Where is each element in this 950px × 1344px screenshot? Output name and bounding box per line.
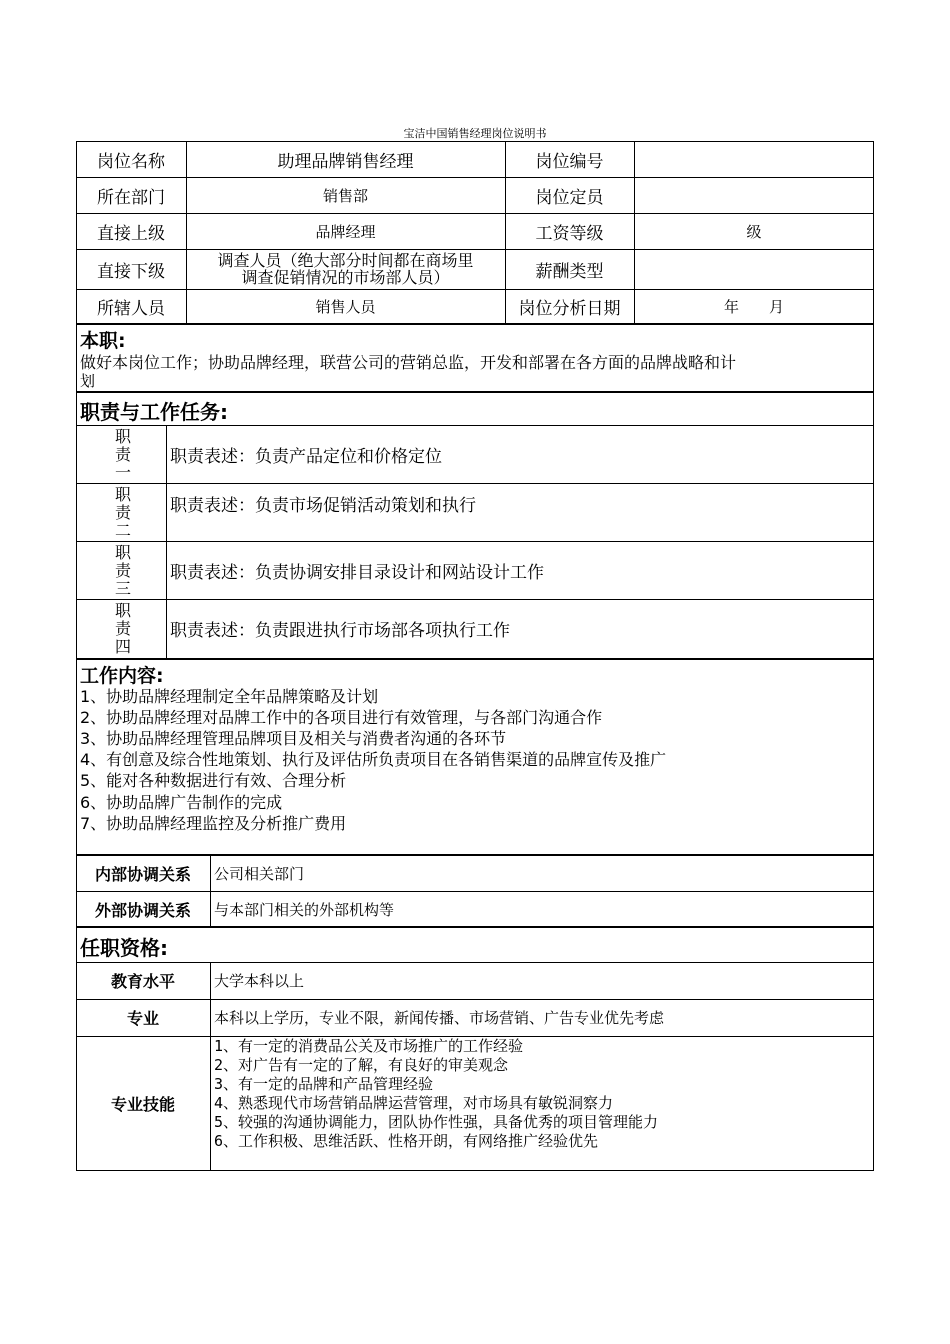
- duty-1-label: [108, 428, 138, 482]
- duty-1-char-1: 职: [114, 427, 131, 446]
- skill-item-4: 4、熟悉现代市场营销品牌运营管理，对市场具有敏锐洞察力: [214, 1094, 614, 1112]
- work-item-7: 7、协助品牌经理监控及分析推广费用: [80, 814, 347, 833]
- value-direct-superior: 品牌经理: [315, 222, 376, 241]
- duties-heading: 职责与工作任务:: [80, 400, 228, 424]
- major-value: 本科以上学历，专业不限，新闻传播、市场营销、广告专业优先考虑: [214, 1009, 665, 1027]
- duty-2-char-2: 责: [114, 503, 131, 522]
- skill-item-1: 1、有一定的消费品公关及市场推广的工作经验: [214, 1037, 524, 1055]
- label-direct-superior: 直接上级: [97, 223, 165, 244]
- duty-4-label: [108, 602, 138, 656]
- label-position-code: 岗位编号: [535, 151, 604, 172]
- duty-2-text: 职责表述：负责市场促销活动策划和执行: [170, 495, 476, 516]
- education-value: 大学本科以上: [214, 972, 305, 990]
- skill-item-3: 3、有一定的品牌和产品管理经验: [214, 1075, 434, 1093]
- label-analysis-date: 岗位分析日期: [518, 299, 621, 319]
- external-coord-value: 与本部门相关的外部机构等: [214, 900, 395, 919]
- qualification-heading: 任职资格:: [80, 936, 168, 960]
- skill-item-6: 6、工作积极、思维活跃、性格开朗，有网络推广经验优先: [214, 1132, 599, 1150]
- work-item-1: 1、协助品牌经理制定全年品牌策略及计划: [80, 687, 379, 706]
- work-heading: 工作内容:: [80, 665, 164, 687]
- duty-1-char-2: 责: [114, 445, 131, 464]
- duty-1-char-3: 一: [114, 463, 131, 482]
- skill-item-2: 2、对广告有一定的了解，有良好的审美观念: [214, 1056, 509, 1074]
- external-coord-label: 外部协调关系: [94, 900, 191, 920]
- work-item-5: 5、能对各种数据进行有效、合理分析: [80, 771, 347, 790]
- label-position-name: 岗位名称: [97, 151, 165, 172]
- label-headcount: 岗位定员: [535, 187, 604, 208]
- value-position-name: 助理品牌销售经理: [277, 151, 414, 172]
- skills-list: [214, 1037, 870, 1151]
- duty-4-text: 职责表述：负责跟进执行市场部各项执行工作: [170, 620, 510, 641]
- label-direct-subordinate: 直接下级: [97, 261, 165, 282]
- internal-coord-value: 公司相关部门: [214, 864, 305, 883]
- internal-coord-label: 内部协调关系: [94, 864, 191, 884]
- work-item-4: 4、有创意及综合性地策划、执行及评估所负责项目在各销售渠道的品牌宣传及推广: [80, 750, 667, 769]
- duty-3-char-1: 职: [114, 543, 131, 562]
- value-direct-subordinate-line1: 调查人员（绝大部分时间都在商场里: [217, 251, 474, 270]
- education-label: 教育水平: [110, 972, 175, 991]
- value-salary-grade: 级: [746, 222, 762, 241]
- document-title: 宝洁中国销售经理岗位说明书: [403, 127, 547, 140]
- skill-item-5: 5、较强的沟通协调能力，团队协作性强，具备优秀的项目管理能力: [214, 1113, 659, 1131]
- work-item-6: 6、协助品牌广告制作的完成: [80, 793, 283, 812]
- duty-2-char-1: 职: [114, 485, 131, 504]
- duty-3-text: 职责表述：负责协调安排目录设计和网站设计工作: [170, 562, 544, 583]
- duty-3-label: [108, 544, 138, 598]
- label-department: 所在部门: [97, 187, 165, 208]
- duty-4-char-3: 四: [114, 637, 131, 656]
- value-department: 销售部: [322, 186, 368, 205]
- benzhi-heading: 本职:: [80, 330, 126, 352]
- benzhi-line-1: 做好本岗位工作；协助品牌经理，联营公司的营销总监，开发和部署在各方面的品牌战略和计: [80, 353, 737, 372]
- duty-1-text: 职责表述：负责产品定位和价格定位: [170, 446, 442, 467]
- duty-3-char-2: 责: [114, 561, 131, 580]
- label-salary-grade: 工资等级: [535, 223, 604, 244]
- value-position-code: [634, 141, 874, 177]
- value-direct-subordinate-line2: 调查促销情况的市场部人员）: [241, 268, 450, 287]
- value-pay-type: [634, 249, 874, 289]
- label-subordinates: 所辖人员: [97, 299, 165, 319]
- label-pay-type: 薪酬类型: [535, 261, 604, 282]
- skills-label: 专业技能: [110, 1094, 175, 1114]
- value-direct-subordinate: [186, 249, 505, 289]
- duty-4-char-2: 责: [114, 619, 131, 638]
- value-headcount: [634, 177, 874, 213]
- duty-2-char-3: 二: [114, 521, 131, 540]
- value-subordinates: 销售人员: [315, 298, 376, 316]
- work-item-2: 2、协助品牌经理对品牌工作中的各项目进行有效管理，与各部门沟通合作: [80, 708, 603, 727]
- benzhi-line-2: 划: [80, 372, 96, 390]
- duty-4-char-1: 职: [114, 601, 131, 620]
- work-item-3: 3、协助品牌经理管理品牌项目及相关与消费者沟通的各环节: [80, 729, 507, 748]
- value-analysis-date: 年 月: [723, 298, 784, 316]
- duty-3-char-3: 三: [114, 579, 131, 598]
- duty-2-label: [108, 486, 138, 540]
- major-label: 专业: [126, 1009, 159, 1028]
